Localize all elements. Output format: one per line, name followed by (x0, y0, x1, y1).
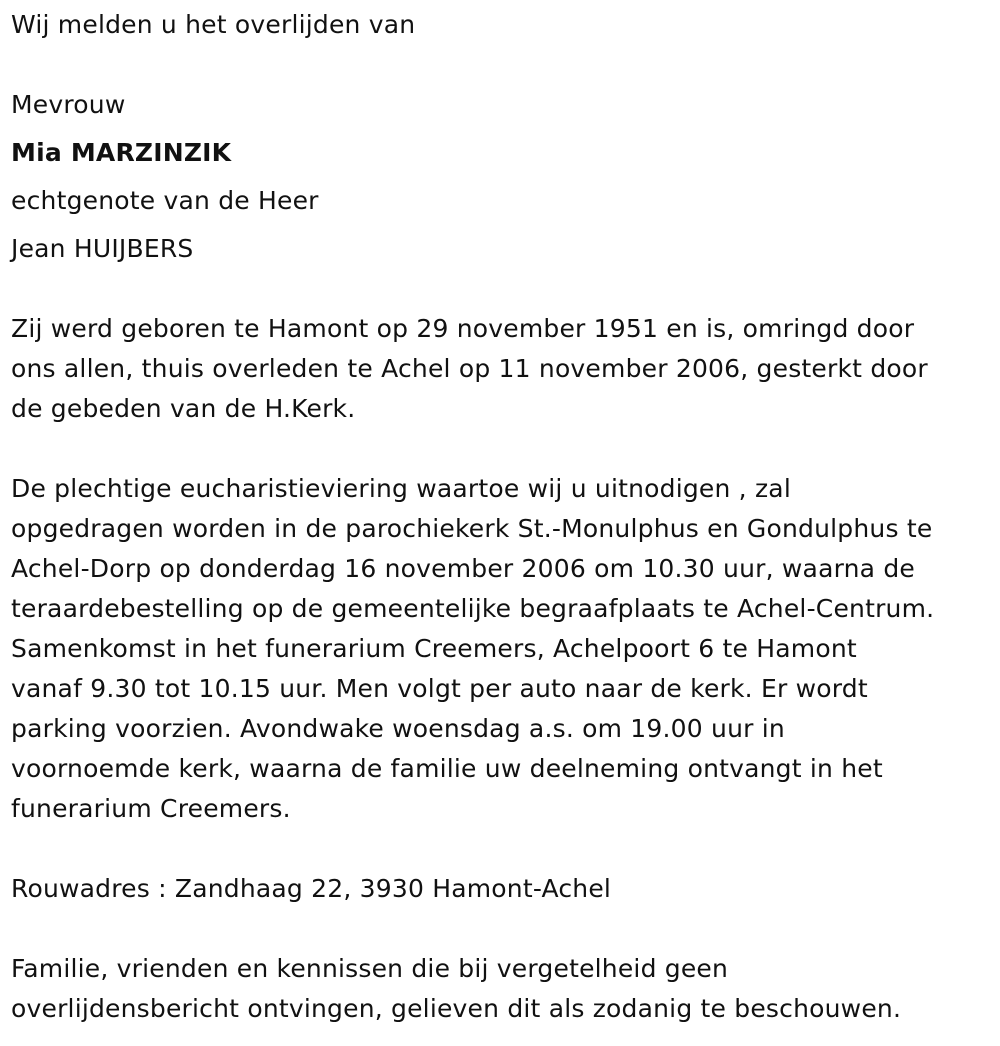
paragraph-line: Familie, vrienden en kennissen die bij vergetelheid geen (11, 954, 729, 983)
closing-paragraph (11, 949, 991, 1029)
ceremony-paragraph (11, 469, 991, 829)
title-text: Mevrouw (11, 90, 126, 119)
paragraph-line: parking voorzien. Avondwake woensdag a.s. om 19.00 uur in (11, 714, 785, 743)
paragraph-line: teraardebestelling op de gemeentelijke begraafplaats te Achel-Centrum. (11, 594, 935, 623)
paragraph-line: Zij werd geboren te Hamont op 29 november 1951 en is, omringd door (11, 314, 915, 343)
paragraph-line: overlijdensbericht ontvingen, gelieven dit als zodanig te beschouwen. (11, 994, 902, 1023)
paragraph-line: vanaf 9.30 tot 10.15 uur. Men volgt per auto naar de kerk. Er wordt (11, 674, 868, 703)
intro-text: Wij melden u het overlijden van (11, 10, 416, 39)
paragraph-line: De plechtige eucharistieviering waartoe wij u uitnodigen , zal (11, 474, 791, 503)
address-text: Rouwadres : Zandhaag 22, 3930 Hamont-Achel (11, 874, 612, 903)
paragraph-line: Samenkomst in het funerarium Creemers, Achelpoort 6 te Hamont (11, 634, 857, 663)
spouse-name: Jean HUIJBERS (11, 234, 194, 263)
paragraph-line: Achel-Dorp op donderdag 16 november 2006 om 10.30 uur, waarna de (11, 554, 915, 583)
deceased-name: Mia MARZINZIK (11, 138, 232, 167)
paragraph-line: opgedragen worden in de parochiekerk St.-Monulphus en Gondulphus te (11, 514, 933, 543)
paragraph-line: voornoemde kerk, waarna de familie uw deelneming ontvangt in het (11, 754, 883, 783)
relation-text: echtgenote van de Heer (11, 186, 319, 215)
paragraph-line: de gebeden van de H.Kerk. (11, 394, 356, 423)
paragraph-line: ons allen, thuis overleden te Achel op 11 november 2006, gesterkt door (11, 354, 928, 383)
paragraph-line: funerarium Creemers. (11, 794, 291, 823)
birth-paragraph (11, 309, 991, 429)
